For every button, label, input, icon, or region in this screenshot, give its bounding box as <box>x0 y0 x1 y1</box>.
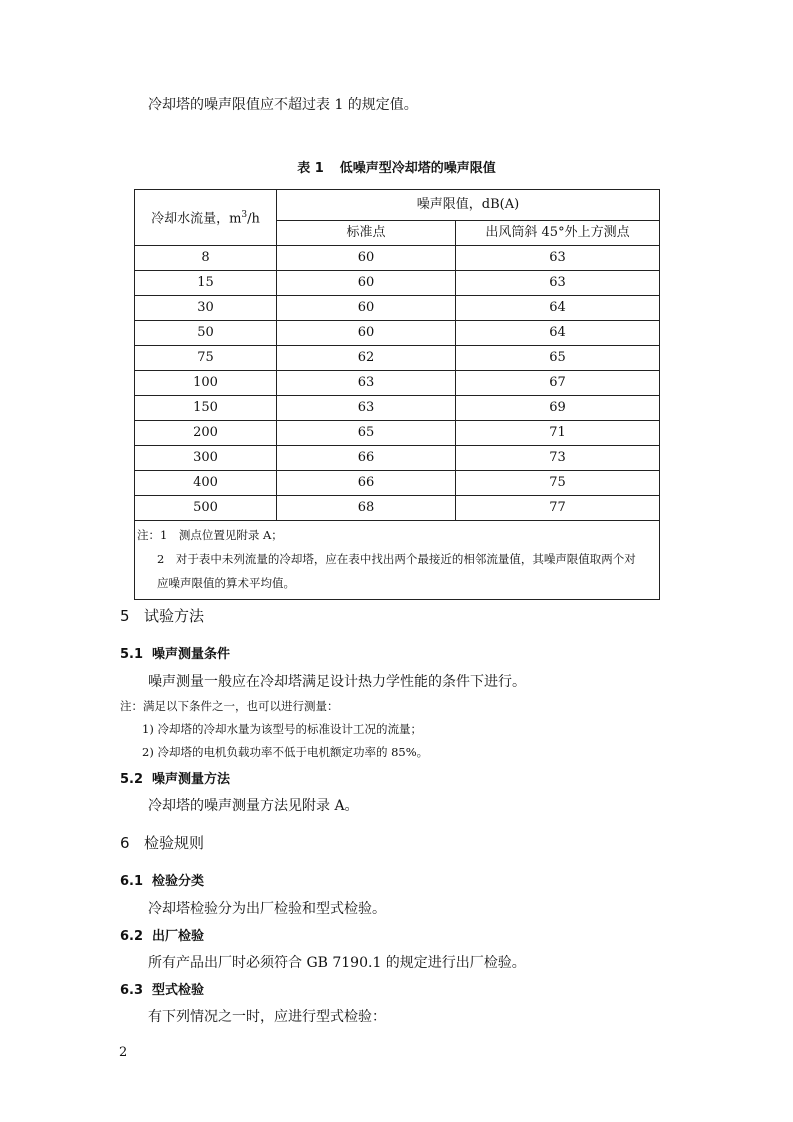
flow-cell: 300 <box>135 446 277 471</box>
standard-limit-cell: 60 <box>277 321 456 346</box>
standard-limit-cell: 60 <box>277 296 456 321</box>
table-row <box>135 421 660 446</box>
section-6-1-heading: 6.1 检验分类 <box>120 874 205 889</box>
flow-cell: 50 <box>135 321 277 346</box>
flow-cell: 75 <box>135 346 277 371</box>
standard-limit-cell: 63 <box>277 371 456 396</box>
flow-cell: 8 <box>135 246 277 271</box>
outlet-point-header: 出风筒斜 45°外上方测点 <box>456 220 660 245</box>
section-6-1-body: 冷却塔检验分为出厂检验和型式检验。 <box>148 901 386 917</box>
table-row <box>135 496 660 521</box>
outlet-limit-cell: 77 <box>456 496 660 521</box>
table-note-1: 注：1 测点位置见附录 A； <box>137 528 283 542</box>
standard-limit-cell: 66 <box>277 446 456 471</box>
flow-header: 冷却水流量，$m^3/h$ <box>135 190 277 246</box>
table-row <box>135 296 660 321</box>
outlet-limit-cell: 63 <box>456 271 660 296</box>
standard-limit-cell: 66 <box>277 471 456 496</box>
table-number: 表 1 <box>297 161 324 176</box>
table-title: 低噪声型冷却塔的噪声限值 <box>339 161 496 176</box>
outlet-limit-cell: 71 <box>456 421 660 446</box>
section-6-3-body: 有下列情况之一时，应进行型式检验： <box>148 1009 386 1025</box>
table-row <box>135 471 660 496</box>
noise-group-header: 噪声限值，dB(A) <box>277 190 660 221</box>
table-row <box>135 396 660 421</box>
note-5-1-item-2: 2) 冷却塔的电机负载功率不低于电机额定功率的 85%。 <box>142 745 429 759</box>
section-6-heading: 6 检验规则 <box>120 834 205 852</box>
outlet-limit-cell: 69 <box>456 396 660 421</box>
section-5-1-body: 噪声测量一般应在冷却塔满足设计热力学性能的条件下进行。 <box>148 674 526 690</box>
outlet-limit-cell: 63 <box>456 246 660 271</box>
table-caption <box>0 157 793 176</box>
outlet-limit-cell: 65 <box>456 346 660 371</box>
standard-limit-cell: 63 <box>277 396 456 421</box>
outlet-limit-cell: 73 <box>456 446 660 471</box>
section-6-2-body: 所有产品出厂时必须符合 GB 7190.1 的规定进行出厂检验。 <box>148 955 526 971</box>
table-row <box>135 346 660 371</box>
flow-cell: 15 <box>135 271 277 296</box>
table-row <box>135 246 660 271</box>
table-note-2-cont: 应噪声限值的算术平均值。 <box>157 576 295 590</box>
page-number: 2 <box>119 1045 128 1060</box>
standard-point-header: 标准点 <box>277 220 456 245</box>
table-row <box>135 446 660 471</box>
flow-cell: 100 <box>135 371 277 396</box>
section-5-heading: 5 试验方法 <box>120 607 205 625</box>
flow-cell: 200 <box>135 421 277 446</box>
outlet-limit-cell: 64 <box>456 296 660 321</box>
intro-paragraph: 冷却塔的噪声限值应不超过表 1 的规定值。 <box>148 97 418 113</box>
section-6-2-heading: 6.2 出厂检验 <box>120 929 205 944</box>
section-5-2-body: 冷却塔的噪声测量方法见附录 A。 <box>148 798 359 814</box>
standard-limit-cell: 62 <box>277 346 456 371</box>
standard-limit-cell: 68 <box>277 496 456 521</box>
note-5-1-item-1: 1) 冷却塔的冷却水量为该型号的标准设计工况的流量； <box>142 722 422 736</box>
section-5-2-heading: 5.2 噪声测量方法 <box>120 772 231 787</box>
table-row <box>135 271 660 296</box>
section-6-3-heading: 6.3 型式检验 <box>120 983 205 998</box>
table-notes-row <box>135 521 660 600</box>
standard-limit-cell: 65 <box>277 421 456 446</box>
outlet-limit-cell: 64 <box>456 321 660 346</box>
section-5-1-heading: 5.1 噪声测量条件 <box>120 647 231 662</box>
standard-limit-cell: 60 <box>277 246 456 271</box>
noise-limit-table <box>134 189 660 600</box>
standard-limit-cell: 60 <box>277 271 456 296</box>
flow-cell: 150 <box>135 396 277 421</box>
flow-cell: 400 <box>135 471 277 496</box>
outlet-limit-cell: 75 <box>456 471 660 496</box>
table-row <box>135 371 660 396</box>
table-note-2: 2 对于表中未列流量的冷却塔，应在表中找出两个最接近的相邻流量值，其噪声限值取两个对 <box>157 552 636 566</box>
table-notes <box>135 521 660 600</box>
flow-cell: 500 <box>135 496 277 521</box>
table-row <box>135 321 660 346</box>
outlet-limit-cell: 67 <box>456 371 660 396</box>
flow-cell: 30 <box>135 296 277 321</box>
note-5-1-lead: 注：满足以下条件之一，也可以进行测量： <box>120 699 339 713</box>
